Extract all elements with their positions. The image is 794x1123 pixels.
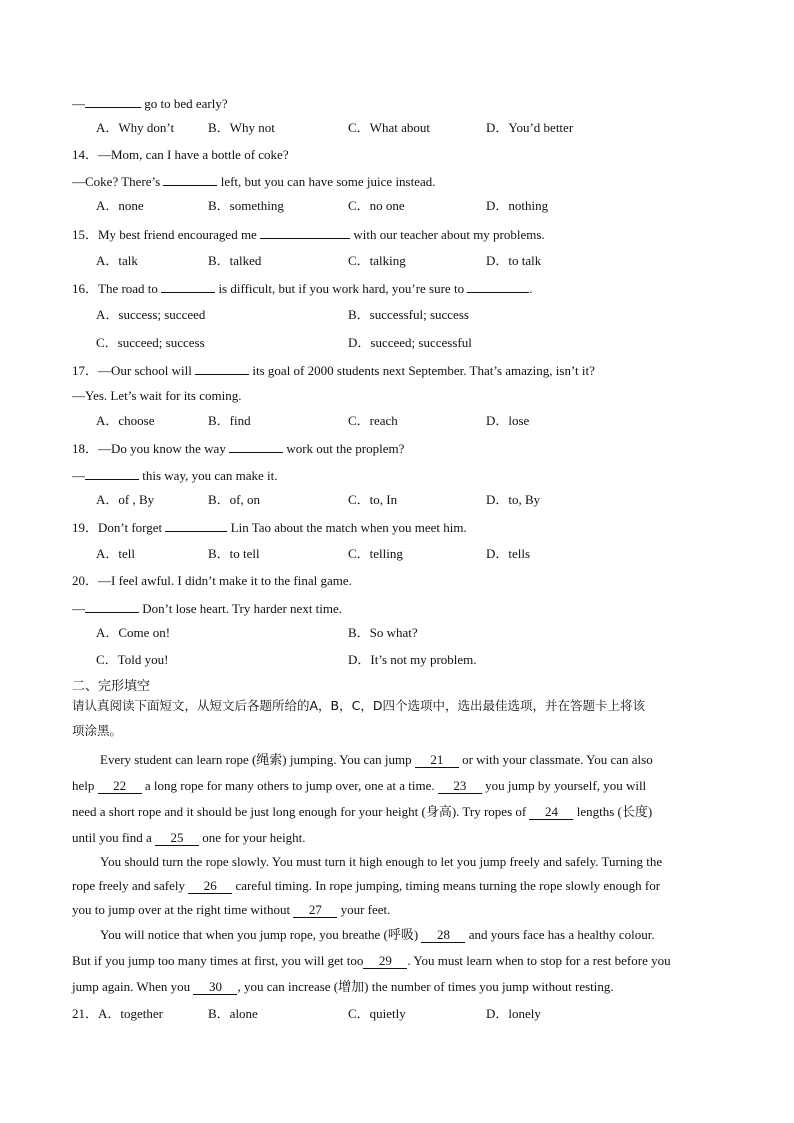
passage-line — [72, 953, 722, 969]
q19-stem — [72, 519, 467, 536]
passage-text: or with your classmate. You can also — [458, 752, 653, 767]
q16-option-a: A．success; succeed — [96, 307, 206, 322]
q17-option-c: C．reach — [348, 413, 398, 428]
passage-text: . You must learn when to stop for a rest before you — [407, 953, 671, 968]
q19-option-b: B．to tell — [208, 546, 260, 561]
q19-option-c: C．telling — [348, 546, 403, 561]
answer-blank — [260, 226, 350, 239]
q17-suffix: its goal of 2000 students next September. That’s amazing, isn’t it? — [252, 363, 595, 378]
q14-line2-prefix: —Coke? There’s — [72, 174, 161, 189]
q16-end: . — [529, 281, 533, 296]
q20-option-d: D．It’s not my problem. — [348, 652, 477, 667]
passage-line — [100, 854, 750, 870]
passage-line — [72, 804, 722, 820]
q16-middle: is difficult, but if you work hard, you’re sure to — [218, 281, 465, 296]
answer-blank — [195, 362, 249, 375]
q18-line2-suffix: this way, you can make it. — [142, 468, 278, 483]
q18-option-d: D．to, By — [486, 492, 541, 507]
answer-blank — [163, 173, 217, 186]
q20-line2-suffix: Don’t lose heart. Try harder next time. — [142, 601, 343, 616]
q16-prefix: 16．The road to — [72, 281, 158, 296]
passage-text: your feet. — [337, 902, 391, 917]
q21-option-c: C．quietly — [348, 1006, 406, 1021]
passage-line — [72, 878, 722, 894]
q15-option-b: B．talked — [208, 253, 262, 268]
dash: — — [72, 468, 85, 483]
passage-line — [72, 979, 722, 995]
passage-line — [72, 778, 722, 794]
q17-line2: —Yes. Let’s wait for its coming. — [72, 388, 242, 403]
passage-text: help — [72, 778, 98, 793]
q19-suffix: Lin Tao about the match when you meet him. — [230, 520, 467, 535]
q13-stem — [72, 95, 228, 112]
q17-option-d: D．lose — [486, 413, 530, 428]
q14-line1: 14．—Mom, can I have a bottle of coke? — [72, 147, 289, 162]
q18-option-a: A．of , By — [96, 492, 155, 507]
q16-option-c: C．succeed; success — [96, 335, 205, 350]
q17-stem — [72, 362, 595, 379]
q14-option-a: A．none — [96, 198, 144, 213]
q16-option-d: D．succeed; successful — [348, 335, 472, 350]
answer-blank — [229, 440, 283, 453]
dash: — — [72, 601, 85, 616]
passage-text: you jump by yourself, you will — [481, 778, 647, 793]
answer-blank — [85, 95, 141, 108]
cloze-blank-21: 21 — [415, 753, 459, 768]
passage-text: and yours face has a healthy colour. — [465, 927, 655, 942]
answer-blank — [161, 280, 215, 293]
section-instruction-line1: 请认真阅读下面短文，从短文后各题所给的A，B，C，D四个选项中，选出最佳选项，并在答题卡上将该 — [72, 698, 645, 713]
q14-option-d: D．nothing — [486, 198, 549, 213]
q16-stem — [72, 280, 533, 297]
q18-option-b: B．of, on — [208, 492, 261, 507]
passage-text: You will notice that when you jump rope, you breathe (呼吸) — [100, 927, 422, 942]
passage-text: lengths (长度) — [573, 804, 653, 819]
passage-text: need a short rope and it should be just long enough for your height (身高). Try ropes of — [72, 804, 530, 819]
passage-text: jump again. When you — [72, 979, 194, 994]
passage-text: rope freely and safely — [72, 878, 189, 893]
passage-text: you to jump over at the right time without — [72, 902, 294, 917]
passage-text: careful timing. In rope jumping, timing means turning the rope slowly enough for — [232, 878, 661, 893]
q14-option-b: B．something — [208, 198, 284, 213]
q18-stem — [72, 440, 404, 457]
cloze-blank-27: 27 — [293, 903, 337, 918]
passage-text: until you find a — [72, 830, 156, 845]
q18-line2 — [72, 467, 278, 484]
passage-text: But if you jump too many times at first, you will get too — [72, 953, 364, 968]
q15-option-d: D．to talk — [486, 253, 542, 268]
cloze-blank-29: 29 — [363, 954, 407, 969]
q17-prefix: 17．—Our school will — [72, 363, 192, 378]
q17-option-b: B．find — [208, 413, 251, 428]
dash: — — [72, 96, 85, 111]
passage-text: one for your height. — [199, 830, 306, 845]
q20-line2 — [72, 600, 342, 617]
q16-option-b: B．successful; success — [348, 307, 469, 322]
answer-blank — [467, 280, 529, 293]
q19-option-d: D．tells — [486, 546, 531, 561]
q13-option-b: B．Why not — [208, 120, 275, 135]
q21-option-a: 21．A．together — [72, 1006, 163, 1021]
passage-text: Every student can learn rope (绳索) jumping. You can jump — [100, 752, 415, 767]
passage-line — [100, 752, 750, 768]
q21-option-d: D．lonely — [486, 1006, 541, 1021]
q15-prefix: 15．My best friend encouraged me — [72, 227, 257, 242]
q15-option-a: A．talk — [96, 253, 138, 268]
q19-option-a: A．tell — [96, 546, 135, 561]
cloze-blank-22: 22 — [98, 779, 142, 794]
q13-option-c: C．What about — [348, 120, 430, 135]
section-title: 二、完形填空 — [72, 679, 151, 694]
passage-text: , you can increase (增加) the number of times you jump without resting. — [237, 979, 614, 994]
passage-line — [72, 830, 722, 846]
q14-line2-suffix: left, but you can have some juice instead. — [220, 174, 436, 189]
q18-prefix: 18．—Do you know the way — [72, 441, 226, 456]
cloze-blank-30: 30 — [193, 980, 237, 995]
cloze-blank-28: 28 — [421, 928, 465, 943]
passage-text: a long rope for many others to jump over, one at a time. — [141, 778, 438, 793]
answer-blank — [85, 467, 139, 480]
q18-option-c: C．to, In — [348, 492, 398, 507]
cloze-blank-23: 23 — [438, 779, 482, 794]
q17-option-a: A．choose — [96, 413, 155, 428]
section-instruction-line2: 项涂黑。 — [72, 723, 123, 738]
q20-option-c: C．Told you! — [96, 652, 169, 667]
q14-option-c: C．no one — [348, 198, 405, 213]
cloze-blank-25: 25 — [155, 831, 199, 846]
q13-option-a: A．Why don’t — [96, 120, 175, 135]
q15-stem — [72, 226, 545, 243]
passage-line — [72, 902, 722, 918]
q15-option-c: C．talking — [348, 253, 406, 268]
q15-suffix: with our teacher about my problems. — [353, 227, 545, 242]
q19-prefix: 19．Don’t forget — [72, 520, 163, 535]
answer-blank — [165, 519, 227, 532]
passage-line — [100, 927, 750, 943]
q13-stem-text: go to bed early? — [144, 96, 228, 111]
q20-line1: 20．—I feel awful. I didn’t make it to the final game. — [72, 573, 352, 588]
q14-line2 — [72, 173, 436, 190]
cloze-blank-26: 26 — [188, 879, 232, 894]
q20-option-a: A．Come on! — [96, 625, 171, 640]
q20-option-b: B．So what? — [348, 625, 418, 640]
cloze-blank-24: 24 — [529, 805, 573, 820]
passage-text: You should turn the rope slowly. You must turn it high enough to let you jump freely and safely. Turning the — [100, 854, 663, 869]
answer-blank — [85, 600, 139, 613]
q21-option-b: B．alone — [208, 1006, 258, 1021]
q13-option-d: D．You’d better — [486, 120, 574, 135]
q18-suffix: work out the proplem? — [286, 441, 405, 456]
